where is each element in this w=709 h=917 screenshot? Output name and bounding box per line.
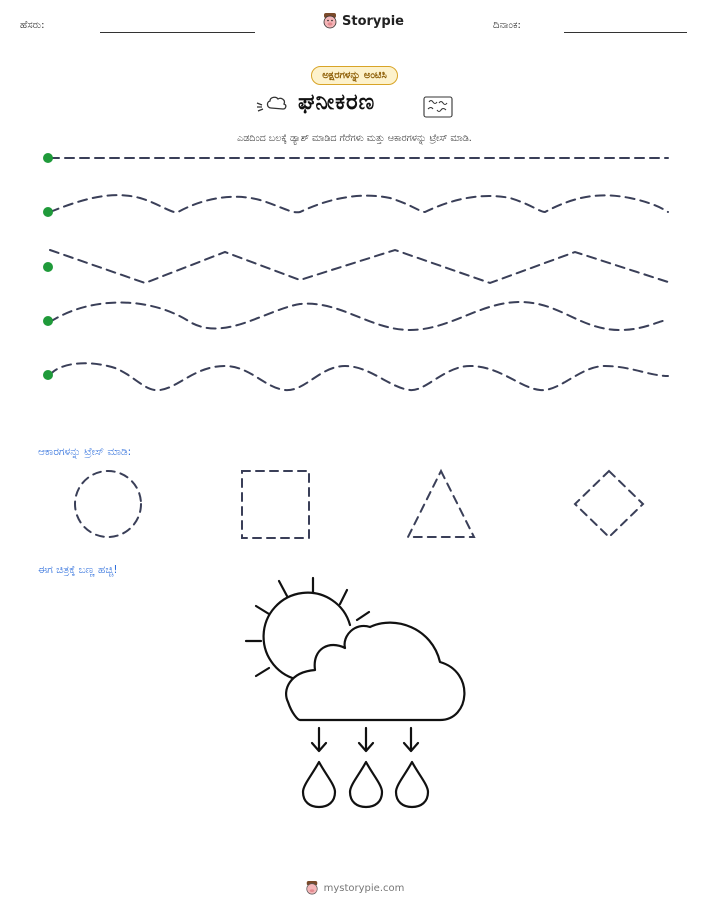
date-line[interactable] — [564, 32, 687, 33]
name-line[interactable] — [100, 32, 255, 33]
trace-shape-circle — [75, 471, 141, 537]
tracing-shapes-area — [0, 460, 709, 550]
activity-badge: ಅಕ್ಷರಗಳನ್ನು ಅಂಟಿಸಿ — [311, 66, 398, 85]
start-dot-4 — [43, 316, 53, 326]
footer — [0, 880, 709, 896]
coloring-heading: ಈಗ ಚಿತ್ರಕ್ಕೆ ಬಣ್ಣ ಹಚ್ಚಿ! — [38, 564, 118, 576]
date-label: ದಿನಾಂಕ: — [493, 20, 521, 31]
brand-logo — [322, 12, 404, 30]
footer-url[interactable]: mystorypie.com — [323, 882, 405, 894]
trace-shape-triangle — [408, 471, 474, 537]
trace-shape-square — [242, 471, 309, 538]
brand-name: Storypie — [342, 13, 404, 29]
condensation-glass-icon — [422, 95, 454, 119]
trace-line-wave-1 — [50, 195, 668, 212]
pig-mascot-icon — [322, 12, 338, 30]
instructions: ಎಡದಿಂದ ಬಲಕ್ಕೆ ಡ್ಯಾಶ್ ಮಾಡಿದ ಗೆರೆಗಳು ಮತ್ತು ಆಕಾರಗಳನ್ನು ಟ್ರೇಸ್ ಮಾಡಿ. — [237, 133, 472, 144]
pig-mascot-small-icon — [305, 880, 319, 896]
trace-line-zigzag — [50, 250, 668, 283]
start-dot-1 — [43, 153, 53, 163]
trace-shape-diamond — [575, 471, 643, 537]
shapes-heading: ಆಕಾರಗಳನ್ನು ಟ್ರೇಸ್ ಮಾಡಿ: — [38, 446, 132, 458]
sun-cloud-rain-picture — [230, 570, 480, 815]
trace-line-bumps — [50, 363, 668, 390]
tracing-lines-area — [0, 140, 709, 400]
name-label: ಹೆಸರು: — [20, 20, 45, 31]
start-dot-2 — [43, 207, 53, 217]
page-title: ಘನೀಕರಣ — [298, 90, 376, 115]
trace-line-wave-2 — [50, 302, 668, 330]
steam-icon — [255, 92, 289, 118]
start-dot-3 — [43, 262, 53, 272]
start-dot-5 — [43, 370, 53, 380]
